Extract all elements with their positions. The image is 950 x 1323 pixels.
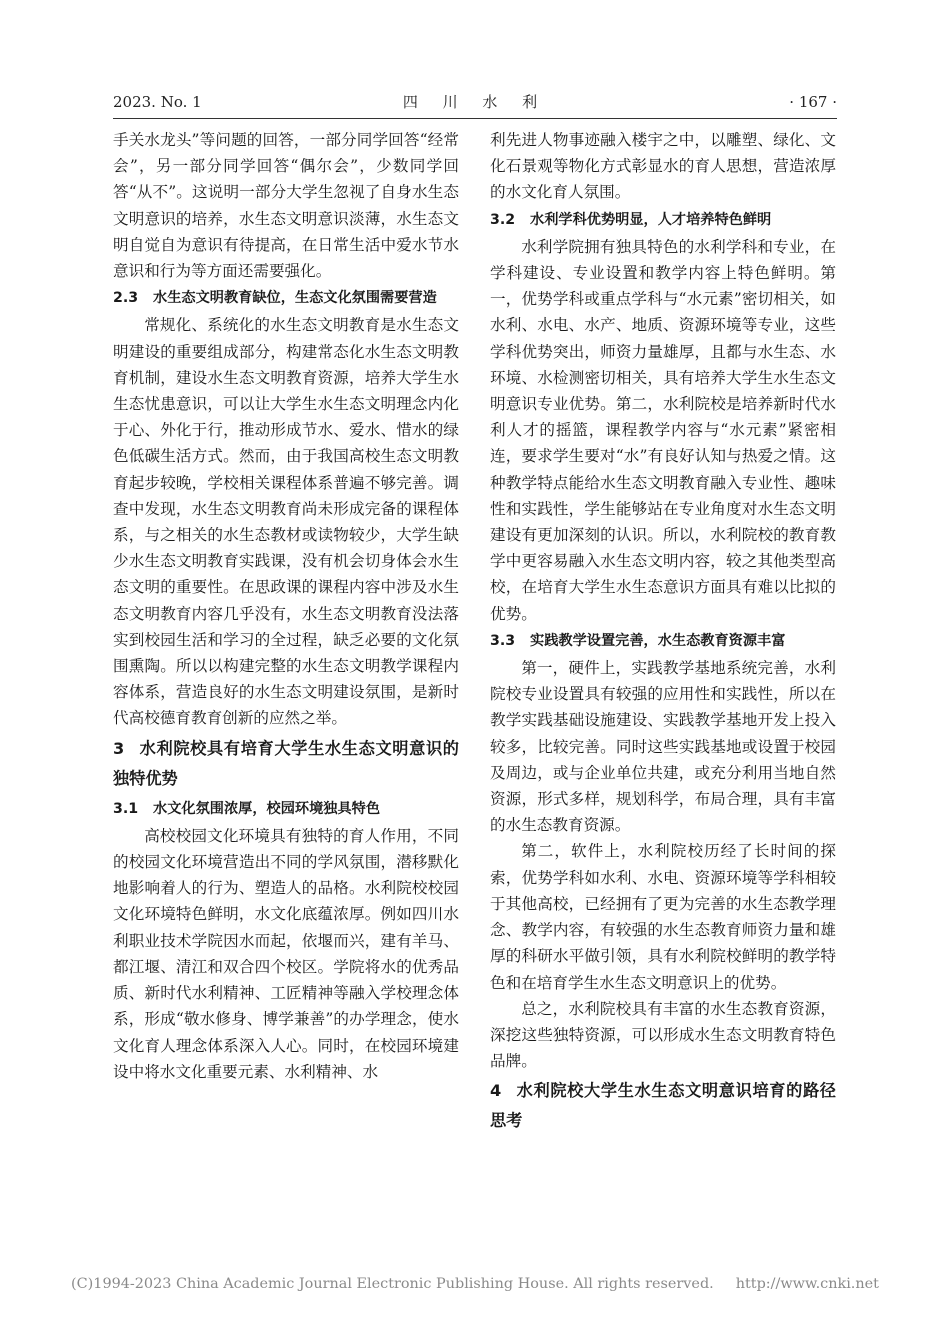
section-number: 2.3 <box>113 290 139 307</box>
section-title: 水利学科优势明显，人才培养特色鲜明 <box>530 211 772 228</box>
watermark-footer <box>0 1276 950 1292</box>
section-number: 4 <box>490 1081 502 1101</box>
paragraph: 高校校园文化环境具有独特的育人作用，不同的校园文化环境营造出不同的学风氛围，潜移默化地影响着人的行为、塑造人的品格。水利院校校园文化环境特色鲜明，水文化底蕴浓厚。例如四川水利职业技术学院因水而起，依堰而兴，建有羊马、都江堰、清江和双合四个校区。学院将水的优秀品质、新时代水利精神、工匠精神等融入学校理念体系，形成“敬水修身、博学兼善”的办学理念，使水文化育人理念体系深入人心。同时，在校园环境建设中将水文化重要元素、水利精神、水 <box>113 826 459 1081</box>
paragraph: 手关水龙头”等问题的回答，一部分同学回答“经常会”，另一部分同学回答“偶尔会”，少数同学回答“从不”。这说明一部分大学生忽视了自身水生态文明意识的培养，水生态文明意识淡薄，水生态文明自觉自为意识有待提高，在日常生活中爱水节水意识和行为等方面还需要强化。 <box>113 131 459 281</box>
copyright-notice: (C)1994-2023 China Academic Journal Electronic Publishing House. All rights reserved. <box>71 1276 714 1292</box>
paragraph: 第二，软件上，水利院校历经了长时间的探索，优势学科如水利、水电、资源环境等学科相较于其他高校，已经拥有了更为完善的水生态教学理念、教学内容，有较强的水生态教育师资力量和雄厚的科研水平做引领，具有水利院校鲜明的教学特色和在培育学生水生态文明意识上的优势。 <box>490 842 836 992</box>
section-title: 实践教学设置完善，水生态教育资源丰富 <box>530 632 786 649</box>
paragraph: 常规化、系统化的水生态文明教育是水生态文明建设的重要组成部分，构建常态化水生态文明教育机制，建设水生态文明教育资源，培养大学生水生态忧患意识，可以让大学生水生态文明理念内化于心、外化于行，推动形成节水、爱水、惜水的绿色低碳生活方式。然而，由于我国高校生态文明教育起步较晚，学校相关课程体系普遍不够完善。调查中发现，水生态文明教育尚未形成完备的课程体系，与之相关的水生态教材或读物较少，大学生缺少水生态文明教育实践课，没有机会切身体会水生态文明的重要性。在思政课的课程内容中涉及水生态文明教育内容几乎没有，水生态文明教育没法落实到校园生活和学习的全过程，缺乏必要的文化氛围熏陶。所以以构建完整的水生态文明教学课程内容体系，营造良好的水生态文明建设氛围，是新时代高校德育教育创新的应然之举。 <box>113 316 459 728</box>
section-heading-3-1 <box>113 796 459 822</box>
section-number: 3 <box>113 738 125 758</box>
left-column <box>113 127 459 1085</box>
section-number: 3.1 <box>113 800 139 817</box>
section-heading-2-3 <box>113 285 459 311</box>
section-title: 水利院校具有培育大学生水生态文明意识的独特优势 <box>113 738 459 788</box>
paragraph: 总之，水利院校具有丰富的水生态教育资源，深挖这些独特资源，可以形成水生态文明教育特色品牌。 <box>490 999 836 1071</box>
section-heading-4 <box>490 1076 836 1136</box>
section-title: 水利院校大学生水生态文明意识培育的路径思考 <box>490 1081 836 1131</box>
section-heading-3 <box>113 734 459 794</box>
section-number: 3.2 <box>490 211 516 228</box>
header-rule <box>113 118 837 119</box>
section-title: 水文化氛围浓厚，校园环境独具特色 <box>153 800 381 817</box>
paragraph: 第一，硬件上，实践教学基地系统完善，水利院校专业设置具有较强的应用性和实践性，所以在教学实践基础设施建设、实践教学基地开发上投入较多，比较完善。同时这些实践基地或设置于校园及周边，或与企业单位共建，或充分利用当地自然资源，形式多样，规划科学，布局合理，具有丰富的水生态教育资源。 <box>490 659 836 835</box>
footer-link[interactable]: http://www.cnki.net <box>735 1276 879 1292</box>
section-heading-3-3 <box>490 628 836 654</box>
journal-name: 四 川 水 利 <box>402 93 548 111</box>
section-number: 3.3 <box>490 632 516 649</box>
paragraph: 水利学院拥有独具特色的水利学科和专业，在学科建设、专业设置和教学内容上特色鲜明。第一，优势学科或重点学科与“水元素”密切相关，如水利、水电、水产、地质、资源环境等专业，这些学科优势突出，师资力量雄厚，且都与水生态、水环境、水检测密切相关，具有培养大学生水生态文明意识专业优势。第二，水利院校是培养新时代水利人才的摇篮，课程教学内容与“水元素”紧密相连，要求学生要对“水”有良好认知与热爱之情。这种教学特点能给水生态文明教育融入专业性、趣味性和实践性，学生能够站在专业角度对水生态文明建设有更加深刻的认识。所以，水利院校的教育教学中更容易融入水生态文明内容，较之其他类型高校，在培育大学生水生态意识方面具有难以比拟的优势。 <box>490 237 836 623</box>
section-title: 水生态文明教育缺位，生态文化氛围需要营造 <box>153 290 437 307</box>
right-column <box>490 127 836 1138</box>
paragraph: 利先进人物事迹融入楼宇之中，以雕塑、绿化、文化石景观等物化方式彰显水的育人思想，营造浓厚的水文化育人氛围。 <box>490 131 836 202</box>
issue-number: 2023. No. 1 <box>113 93 202 111</box>
running-header <box>113 91 837 113</box>
page-number: · 167 · <box>789 93 837 111</box>
section-heading-3-2 <box>490 207 836 233</box>
